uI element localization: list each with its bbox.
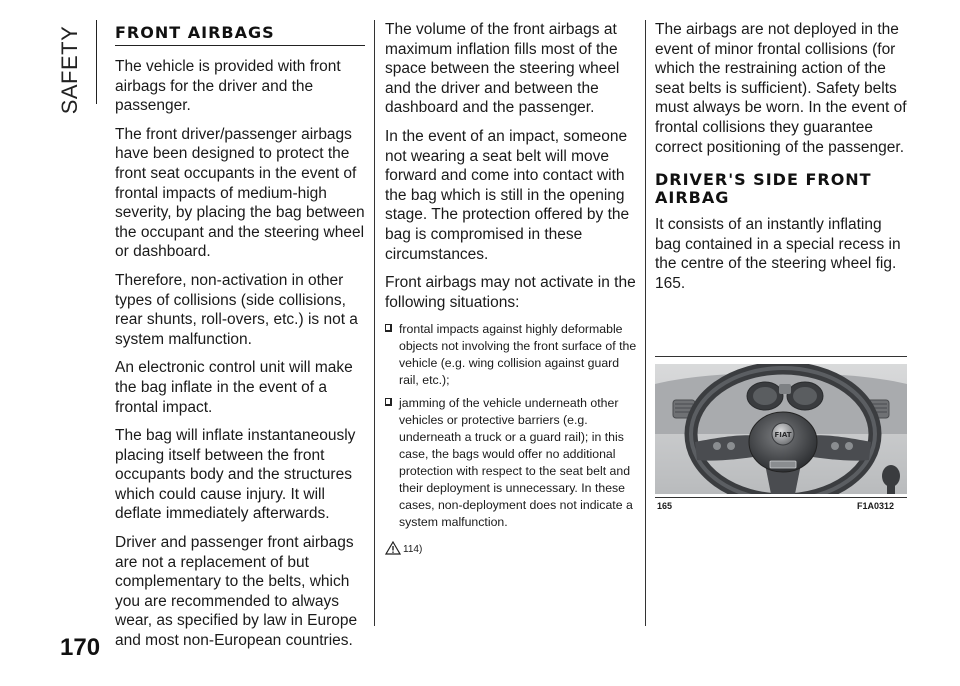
warning-reference — [385, 541, 640, 555]
paragraph: The front driver/passenger airbags have been designed to protect the front seat occupants in the event of frontal impacts of medium-high severity, by placing the bag between the occupant and the steering wheel or dashboard. — [115, 125, 365, 261]
column-2 — [385, 20, 640, 555]
figure-code: F1A0312 — [857, 501, 895, 511]
sidebar-rule — [96, 20, 97, 104]
list-item-text: jamming of the vehicle underneath other vehicles or protective barriers (e.g. underneath a truck or a guard rail); in this case, the bags would offer no additional protection with respect to the seat belt and their deployment is unnecessary. In these cases, non-deployment does not indicate a system malfunction. — [399, 396, 633, 530]
column-1 — [115, 20, 365, 660]
paragraph: Driver and passenger front airbags are not a replacement of but complementary to the belts, which you are recommended to always wear, as specified by law in Europe and most non-European countries. — [115, 534, 358, 650]
warning-icon — [385, 541, 401, 555]
column-divider — [374, 20, 375, 626]
fiat-logo: FIAT — [774, 431, 792, 439]
column-divider — [645, 20, 646, 626]
list-item — [385, 321, 640, 389]
paragraph: Therefore, non-activation in other types of collisions (side collisions, rear shunts, roll-overs, etc.) is not a system malfunction. — [115, 271, 358, 348]
steering-wheel-illustration — [655, 364, 907, 494]
warning-ref-text: 114) — [403, 544, 423, 556]
checkbox-bullet-icon — [385, 398, 392, 406]
paragraph: The bag will inflate instantaneously placing itself between the front occupants body and the structures which could cause injury. It will deflate immediately afterwards. — [115, 427, 356, 523]
list-item-text: frontal impacts against highly deformable objects not involving the front surface of the vehicle (e.g. wing collision against guard rail, etc.); — [399, 322, 637, 388]
heading-front-airbags: FRONT AIRBAGS — [115, 20, 365, 46]
paragraph: In the event of an impact, someone not wearing a seat belt will move forward and come into contact with the bag which is still in the opening stage. The protection offered by the bag is compromised in these circumstances. — [385, 127, 630, 263]
section-label-text: SAFETY — [57, 25, 82, 115]
paragraph: The volume of the front airbags at maximum inflation fills most of the space between the steering wheel and the driver and between the dashboard and the passenger. — [385, 21, 620, 117]
paragraph: The vehicle is provided with front airbags for the driver and the passenger. — [115, 58, 341, 115]
list-item — [385, 395, 640, 531]
paragraph: An electronic control unit will make the bag inflate in the event of a frontal impact. — [115, 359, 353, 416]
section-label — [50, 20, 90, 120]
checkbox-bullet-icon — [385, 324, 392, 332]
figure-rule-top — [655, 356, 907, 357]
figure-rule-bottom — [655, 497, 907, 498]
situation-list — [385, 321, 640, 531]
paragraph: The airbags are not deployed in the event of minor frontal collisions (for which the restraining action of the seat belts is sufficient). Safety belts must always be worn. In the event of frontal collisions they guarantee correct positioning of the passenger. — [655, 21, 907, 156]
page-number: 170 — [60, 634, 101, 661]
heading-drivers-airbag: DRIVER'S SIDE FRONT AIRBAG — [655, 170, 872, 208]
paragraph: It consists of an instantly inflating bag contained in a special recess in the centre of the steering wheel fig. 165. — [655, 216, 901, 292]
paragraph: Front airbags may not activate in the following situations: — [385, 274, 636, 311]
column-3 — [655, 20, 907, 303]
figure-number: 165 — [657, 501, 673, 511]
